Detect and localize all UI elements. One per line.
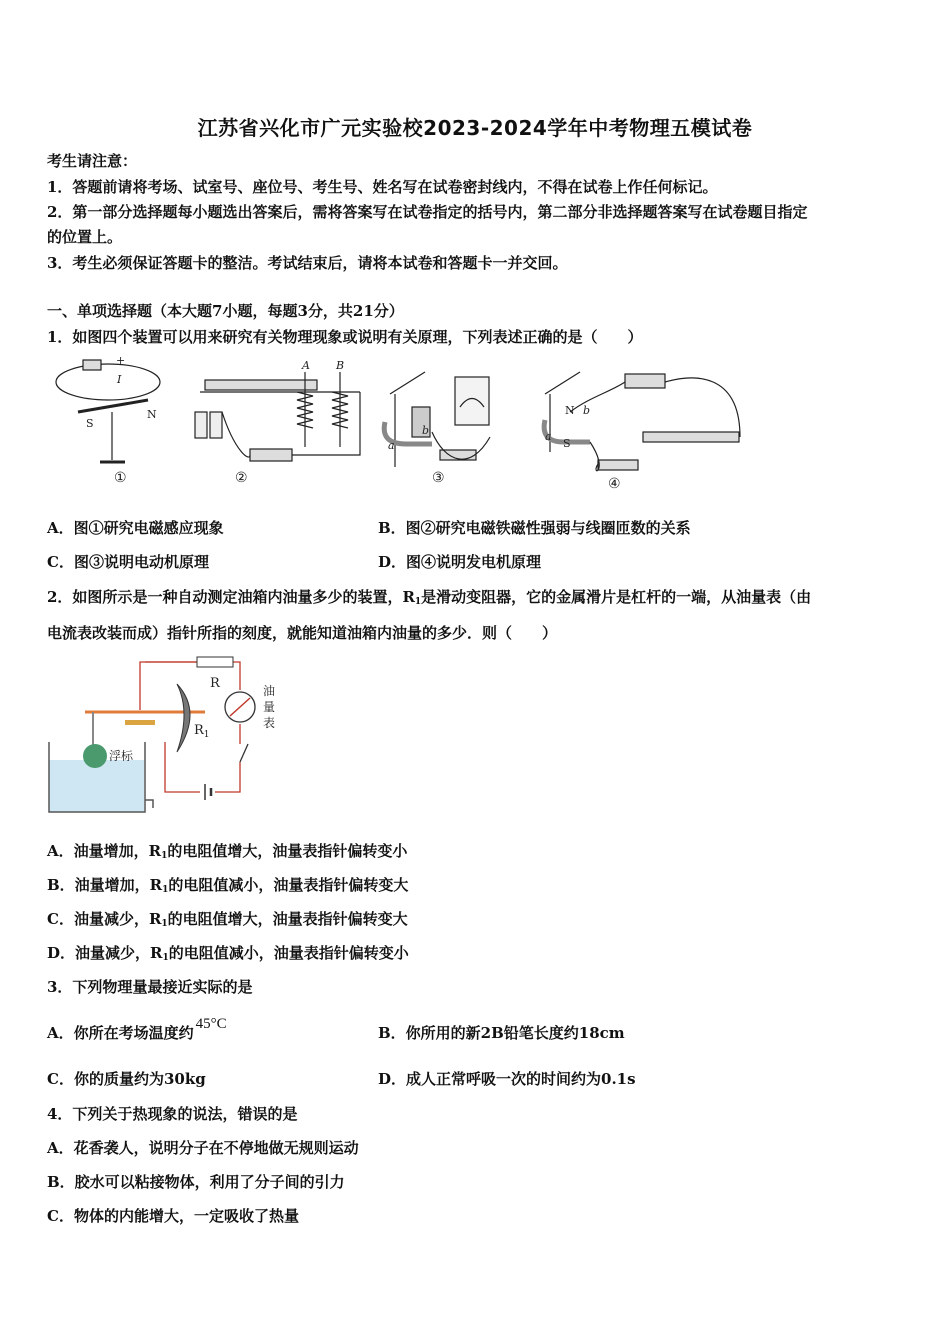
fig1-n-label: N xyxy=(147,408,157,421)
q3-option-b: B．你所用的新2B铅笔长度约18cm xyxy=(378,1024,625,1042)
q2-fig-float-label: 浮标 xyxy=(109,749,134,763)
fig-label-2: ② xyxy=(235,470,248,486)
q2-option-d xyxy=(47,943,409,968)
fig1-current-label: I xyxy=(117,373,122,386)
q3-option-a xyxy=(47,1016,227,1044)
fig3-a-label: a xyxy=(388,439,395,452)
q2-option-a xyxy=(47,841,407,866)
q2-stem-line1 xyxy=(47,587,811,612)
notice-item-2: 2．第一部分选择题每小题选出答案后，需将答案写在试卷指定的括号内，第二部分非选择题答案写在试卷题目指定 xyxy=(47,203,808,221)
section-heading: 一、单项选择题（本大题7小题，每题3分，共21分） xyxy=(47,302,404,320)
fig4-n-label: N xyxy=(565,404,575,417)
q2-fig-meter-char-3: 表 xyxy=(263,716,276,730)
notice-item-2-cont: 的位置上。 xyxy=(47,228,123,246)
q2-option-c-sub: 1 xyxy=(161,919,168,929)
notice-item-1: 1．答题前请将考场、试室号、座位号、考生号、姓名写在试卷密封线内，不得在试卷上作任何标记。 xyxy=(47,178,718,196)
q1-option-c: C．图③说明电动机原理 xyxy=(47,553,209,571)
q2-option-b xyxy=(47,875,408,900)
q2-option-a-sub: 1 xyxy=(161,851,168,861)
fig4-b-label: b xyxy=(583,404,591,417)
q3-stem: 3．下列物理量最接近实际的是 xyxy=(47,978,253,996)
q2-option-a-pre: A．油量增加，R xyxy=(47,842,162,860)
fig-label-3: ③ xyxy=(432,470,445,486)
q4-option-c: C．物体的内能增大，一定吸收了热量 xyxy=(47,1207,299,1225)
q2-stem-text: 2．如图所示是一种自动测定油箱内油量多少的装置，R xyxy=(47,588,415,606)
notice-item-3: 3．考生必须保证答题卡的整洁。考试结束后，请将本试卷和答题卡一并交回。 xyxy=(47,254,568,272)
q4-option-a: A．花香袭人，说明分子在不停地做无规则运动 xyxy=(47,1139,359,1157)
fig3-b-label: b xyxy=(422,424,430,437)
fig4-s-label: S xyxy=(563,437,571,450)
q2-option-c-post: 的电阻值增大，油量表指针偏转变大 xyxy=(167,910,408,928)
q2-option-c-pre: C．油量减少，R xyxy=(47,910,162,928)
q2-option-a-post: 的电阻值增大，油量表指针偏转变小 xyxy=(167,842,408,860)
q2-stem-line2: 电流表改装而成）指针所指的刻度，就能知道油箱内油量的多少．则（ ） xyxy=(47,624,558,642)
fig1-s-label: S xyxy=(86,417,94,430)
q1-option-d: D．图④说明发电机原理 xyxy=(378,553,542,571)
fig2-b-label: B xyxy=(336,359,345,372)
q3-option-a-value: 45°C xyxy=(195,1016,227,1032)
q2-option-b-pre: B．油量增加，R xyxy=(47,876,163,894)
q1-option-b: B．图②研究电磁铁磁性强弱与线圈匝数的关系 xyxy=(378,519,691,537)
q1-figures xyxy=(50,352,910,492)
q2-option-b-sub: 1 xyxy=(162,885,169,895)
q3-option-d: D．成人正常呼吸一次的时间约为0.1s xyxy=(378,1070,636,1088)
page-title: 江苏省兴化市广元实验校2023-2024学年中考物理五模试卷 xyxy=(197,116,753,140)
q2-fig-meter-char-1: 油 xyxy=(263,684,276,698)
q1-stem: 1．如图四个装置可以用来研究有关物理现象或说明有关原理，下列表述正确的是（ ） xyxy=(47,328,643,346)
q3-option-c: C．你的质量约为30kg xyxy=(47,1070,206,1088)
fig-label-4: ④ xyxy=(608,476,621,492)
q2-stem-text-rest: 是滑动变阻器，它的金属滑片是杠杆的一端，从油量表（由 xyxy=(421,588,812,606)
q2-option-d-pre: D．油量减少，R xyxy=(47,944,163,962)
q2-fig-r-label: R xyxy=(210,676,220,691)
q2-option-b-post: 的电阻值减小，油量表指针偏转变大 xyxy=(168,876,409,894)
q1-option-a: A．图①研究电磁感应现象 xyxy=(47,519,224,537)
q2-fig-meter-char-2: 量 xyxy=(263,700,276,714)
q2-option-c xyxy=(47,909,408,934)
q3-option-a-text: A．你所在考场温度约 xyxy=(47,1024,194,1042)
fig4-a-label: a xyxy=(545,430,552,443)
q2-stem-sub: 1 xyxy=(414,597,422,607)
q2-option-d-post: 的电阻值减小，油量表指针偏转变小 xyxy=(168,944,409,962)
q2-option-d-sub: 1 xyxy=(162,953,169,963)
fig1-plus-label: + xyxy=(116,354,126,367)
q4-option-b: B．胶水可以粘接物体，利用了分子间的引力 xyxy=(47,1173,345,1191)
fig2-a-label: A xyxy=(302,359,310,372)
q2-fig-r1-label: $R_1$ xyxy=(194,723,210,740)
q4-stem: 4．下列关于热现象的说法，错误的是 xyxy=(47,1105,298,1123)
notice-header: 考生请注意： xyxy=(47,152,138,170)
q2-figure xyxy=(45,652,295,817)
fig-label-1: ① xyxy=(114,470,127,486)
